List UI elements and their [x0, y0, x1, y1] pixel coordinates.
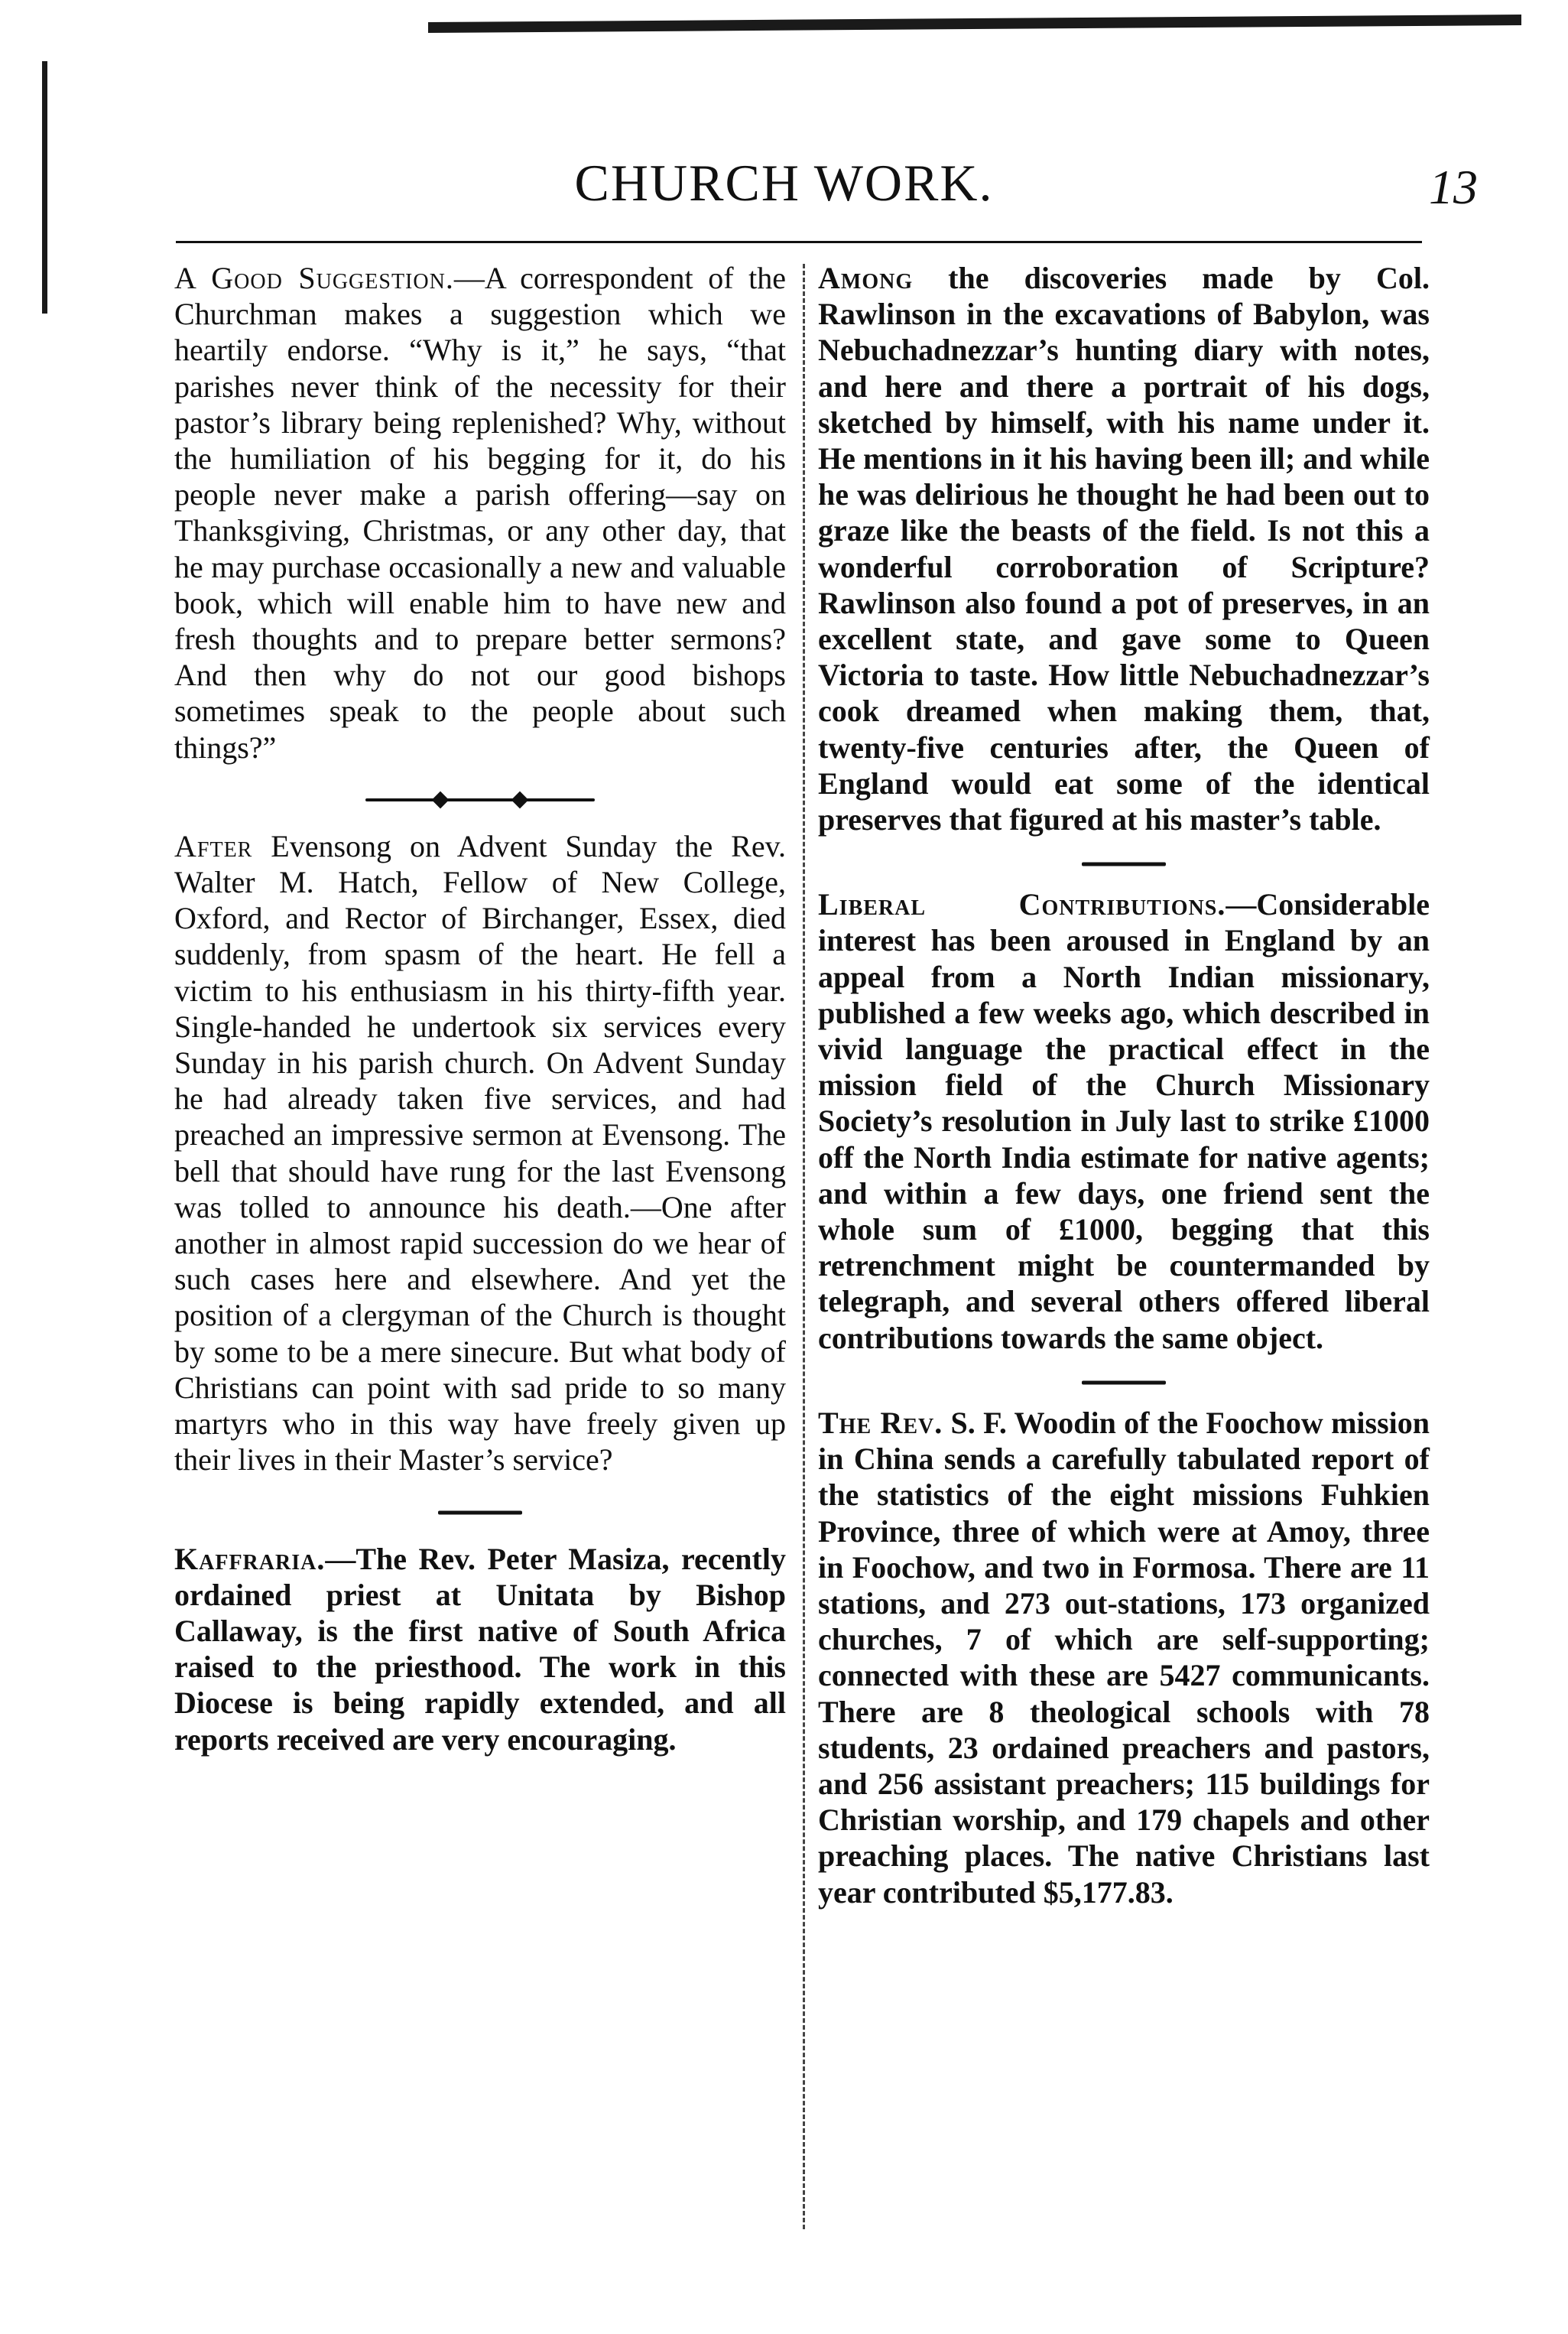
section-ornament [818, 1356, 1430, 1409]
ornament-rule [365, 798, 595, 801]
article-foochow-statistics [818, 1405, 1430, 1910]
top-printed-rule [428, 15, 1521, 33]
article-lead: After [174, 828, 253, 863]
section-ornament [174, 1478, 786, 1547]
article-lead: Liberal Contributions. [818, 887, 1226, 922]
article-lead: Kaffraria. [174, 1541, 326, 1576]
page-number: 13 [1429, 160, 1478, 214]
header-rule [176, 241, 1422, 243]
left-column [174, 260, 786, 1757]
article-body: —Considerable interest has been aroused in England by an appeal from a North Indian missionary, published a few weeks ago, which described in vivid language the practical effect in the mission field of the Church Missionary Society’s resolution in July last to strike £1000 off the North India estimate for native agents; and within a few days, one friend sent the whole sum of £1000, begging that this retrenchment might be countermanded by telegraph, and several others offered liberal contributions towards the same object. [818, 887, 1430, 1355]
article-lead: The Rev. [818, 1405, 943, 1440]
section-ornament [174, 766, 786, 834]
article-liberal-contributions [818, 886, 1430, 1356]
article-lead: Among [818, 261, 914, 295]
section-ornament [818, 837, 1430, 891]
article-body: —The Rev. Peter Masiza, recently ordained priest at Unitata by Bishop Callaway, is the first native of South Africa raised to the priesthood. The work in this Diocese is being rapidly extended, and all reports received are very encouraging. [174, 1541, 786, 1757]
column-divider [803, 264, 805, 2229]
article-kaffraria [174, 1541, 786, 1757]
article-body: the discoveries made by Col. Rawlinson in the excavations of Babylon, was Nebuchadnezzar’s hunting diary with notes, and here and there a portrait of his dogs, sketched by himself, with his name under it. He mentions in it his having been ill; and while he was delirious he thought he had been out to graze like the beasts of the field. Is not this a wonderful corroboration of Scripture? Rawlinson also found a pot of preserves, in an excellent state, and gave some to Queen Victoria to taste. How little Nebuchadnezzar’s cook dreamed when making them, that, twenty-five centuries after, the Queen of England would eat some of the identical preserves that figured at his master’s table. [818, 261, 1430, 837]
article-body: —A correspondent of the Churchman makes a suggestion which we heartily endorse. “Why is it,” he says, “that parishes never think of the necessity for their pastor’s library being replenished? Why, without the humiliation of his begging for it, do his people never make a parish offering—say on Thanksgiving, Christmas, or any other day, that he may purchase occasionally a new and valuable book, which will enable him to have new and fresh thoughts and to prepare better sermons? And then why do not our good bishops sometimes speak to the people about such things?” [174, 261, 786, 765]
ornament-rule [438, 1510, 522, 1514]
right-column [818, 260, 1430, 1910]
article-walter-hatch [174, 828, 786, 1478]
ornament-rule [1082, 863, 1166, 866]
article-body: Evensong on Advent Sunday the Rev. Walter M. Hatch, Fellow of New College, Oxford, and Rector of Birchanger, Essex, died suddenly, from spasm of the heart. He fell a victim to his enthusiasm in his thirty-fifth year. Single-handed he undertook six services every Sunday in his parish church. On Advent Sunday he had already taken five services, and had preached an impressive sermon at Evensong. The bell that should have rung for the last Evensong was tolled to announce his death.—One after another in almost rapid succession do we hear of such cases here and elsewhere. And yet the position of a clergyman of the Church is thought by some to be a mere sinecure. But what body of Christians can point with sad pride to so many martyrs who in this way have freely given up their lives in their Master’s service? [174, 828, 786, 1477]
article-body: S. F. Woodin of the Foochow mission in China sends a carefully tabulated report of the statistics of the eight missions Fuhkien Province, three of which were at Amoy, three in Foochow, and two in Formosa. There are 11 stations, and 273 out-stations, 173 organized churches, 7 of which are self-supporting; connected with these are 5427 communicants. There are 8 theological schools with 78 students, 23 ordained preachers and pastors, and 256 assistant preachers; 115 buildings for Christian worship, and 179 chapels and other preaching places. The native Christians last year contributed $5,177.83. [818, 1405, 1430, 1910]
article-nebuchadnezzar [818, 260, 1430, 837]
article-good-suggestion [174, 260, 786, 766]
ornament-rule [1082, 1380, 1166, 1384]
running-head-title: CHURCH WORK. [574, 154, 994, 212]
article-lead: A Good Suggestion. [174, 261, 454, 295]
